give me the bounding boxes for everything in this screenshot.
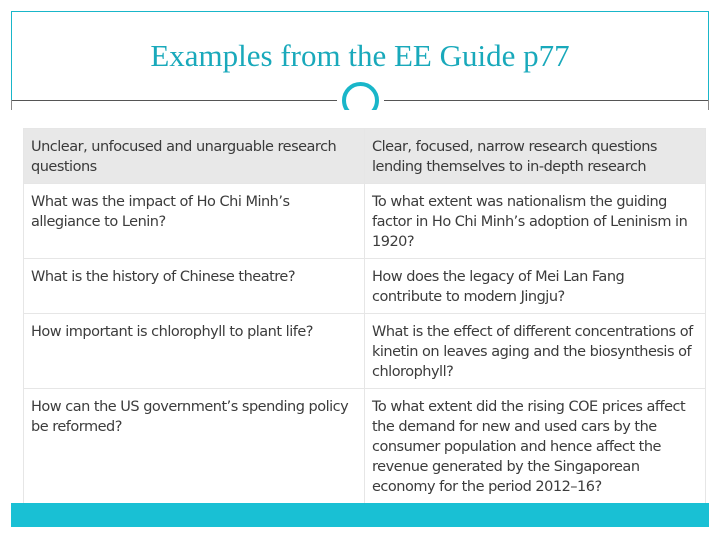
title-divider-right <box>384 100 709 101</box>
footer-bar <box>11 503 709 527</box>
table-header-row <box>24 129 706 184</box>
unclear-question-cell: How can the US government’s spending policy be reformed? <box>24 389 365 504</box>
clear-question-cell: What is the effect of different concentrations of kinetin on leaves aging and the biosynthesis of chlorophyll? <box>365 314 706 389</box>
table-row <box>24 184 706 259</box>
frame-edge-right <box>708 100 709 110</box>
header-clear: Clear, focused, narrow research questions lending themselves to in-depth research <box>365 129 706 184</box>
table-row <box>24 314 706 389</box>
table-row <box>24 259 706 314</box>
clear-question-cell: How does the legacy of Mei Lan Fang contribute to modern Jingju? <box>365 259 706 314</box>
slide-title: Examples from the EE Guide p77 <box>150 38 570 73</box>
unclear-question-cell: How important is chlorophyll to plant life? <box>24 314 365 389</box>
frame-edge-left <box>11 100 12 110</box>
table-row <box>24 389 706 504</box>
clear-question-cell: To what extent was nationalism the guiding factor in Ho Chi Minh’s adoption of Leninism in 1920? <box>365 184 706 259</box>
header-unclear: Unclear, unfocused and unarguable research questions <box>24 129 365 184</box>
unclear-question-cell: What was the impact of Ho Chi Minh’s allegiance to Lenin? <box>24 184 365 259</box>
circle-ornament-icon <box>342 82 379 119</box>
research-questions-table <box>23 128 706 504</box>
title-divider-left <box>11 100 337 101</box>
unclear-question-cell: What is the history of Chinese theatre? <box>24 259 365 314</box>
clear-question-cell: To what extent did the rising COE prices affect the demand for new and used cars by the consumer population and hence affect the revenue generated by the Singaporean economy for the period 2012–16? <box>365 389 706 504</box>
